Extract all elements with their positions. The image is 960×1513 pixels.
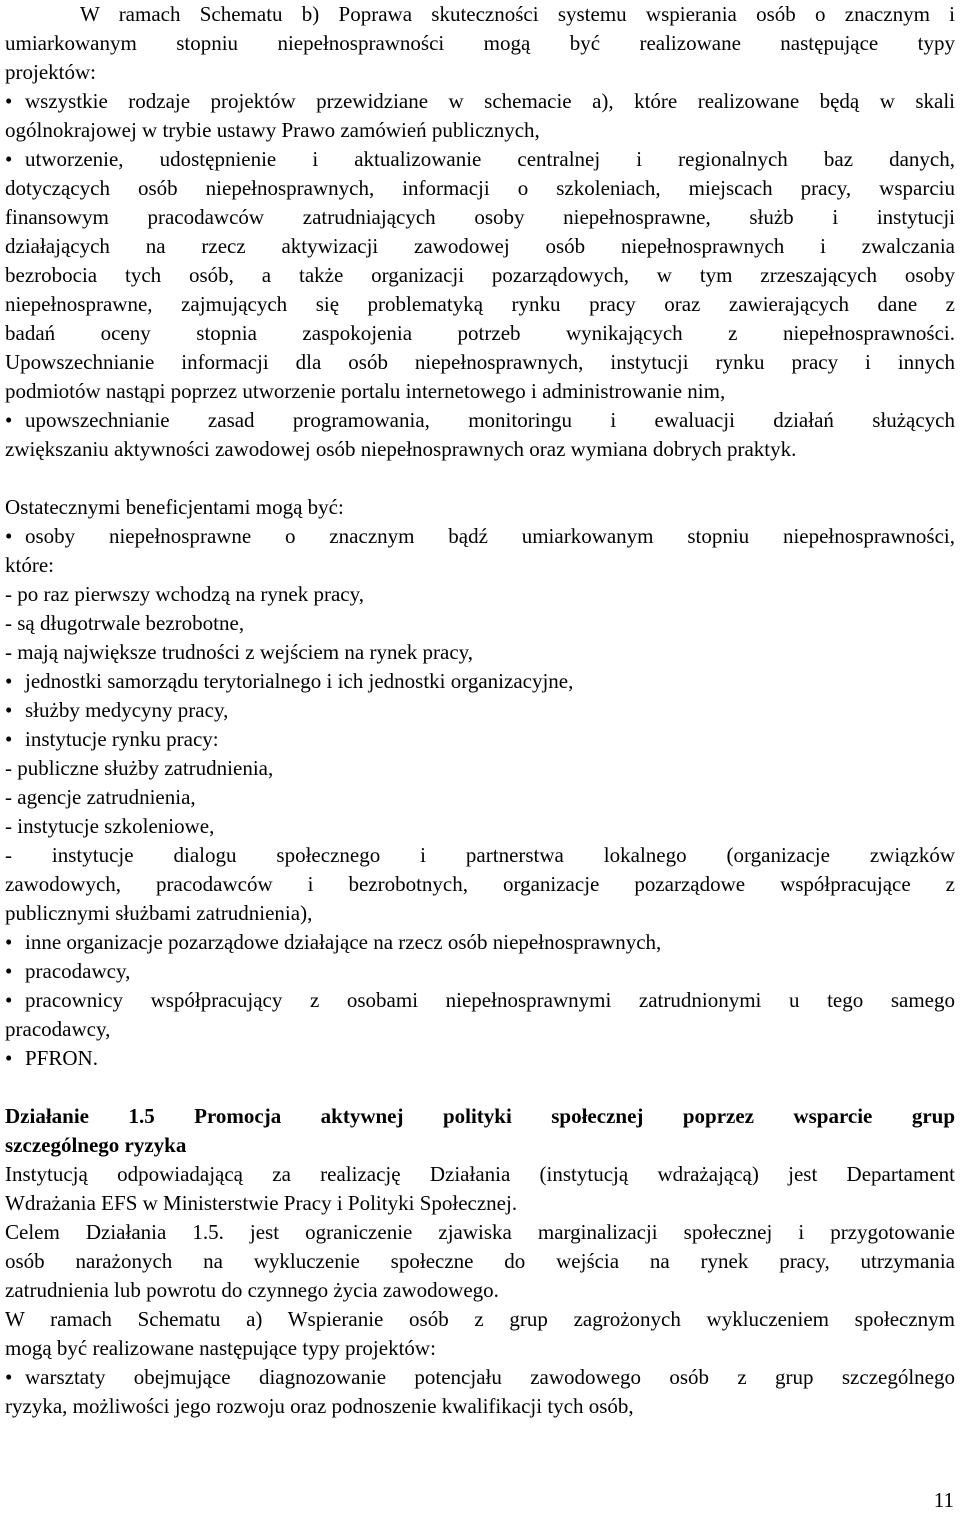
text-line — [5, 783, 955, 812]
line-text: jednostki samorządu terytorialnego i ich jednostki organizacyjne, — [25, 669, 574, 693]
text-line — [5, 58, 955, 87]
bullet-item-line — [5, 522, 955, 551]
text-line — [5, 174, 955, 203]
line-text: mogą być realizowane następujące typy projektów: — [5, 1336, 436, 1360]
text-line — [5, 1392, 955, 1421]
line-text: PFRON. — [25, 1046, 98, 1070]
text-line — [5, 551, 955, 580]
bullet-icon: • — [5, 959, 13, 983]
text-line — [5, 1160, 955, 1189]
text-line — [5, 580, 955, 609]
bullet-item-line — [5, 406, 955, 435]
text-line — [5, 812, 955, 841]
bullet-item-line — [5, 928, 955, 957]
line-text: finansowym pracodawców zatrudniających osoby niepełnosprawne, służb i instytucji — [5, 205, 955, 229]
bullet-item-line — [5, 1044, 955, 1073]
text-line — [5, 1305, 955, 1334]
bullet-icon: • — [5, 930, 13, 954]
line-text: dotyczących osób niepełnosprawnych, informacji o szkoleniach, miejscach pracy, wsparciu — [5, 176, 955, 200]
line-text: pracodawcy, — [5, 1017, 111, 1041]
bullet-icon: • — [5, 988, 13, 1012]
text-line — [5, 1247, 955, 1276]
line-text: zatrudnienia lub powrotu do czynnego życia zawodowego. — [5, 1278, 499, 1302]
bullet-item-line — [5, 725, 955, 754]
bullet-icon: • — [5, 408, 13, 432]
line-text: - instytucje dialogu społecznego i partnerstwa lokalnego (organizacje związków — [5, 843, 955, 867]
line-text: zawodowych, pracodawców i bezrobotnych, organizacje pozarządowe współpracujące z — [5, 872, 955, 896]
line-text: Celem Działania 1.5. jest ograniczenie zjawiska marginalizacji społecznej i przygotowanie — [5, 1220, 955, 1244]
line-text: służby medycyny pracy, — [25, 698, 229, 722]
text-line — [5, 29, 955, 58]
line-text: ogólnokrajowej w trybie ustawy Prawo zamówień publicznych, — [5, 118, 540, 142]
bullet-item-line — [5, 696, 955, 725]
line-text: badań oceny stopnia zaspokojenia potrzeb wynikających z niepełnosprawności. — [5, 321, 955, 345]
bullet-icon: • — [5, 727, 13, 751]
bullet-item-line — [5, 1363, 955, 1392]
text-line — [5, 261, 955, 290]
bullet-icon: • — [5, 89, 13, 113]
line-text: umiarkowanym stopniu niepełnosprawności mogą być realizowane następujące typy — [5, 31, 955, 55]
text-line — [5, 290, 955, 319]
line-text: osób narażonych na wykluczenie społeczne do wejścia na rynek pracy, utrzymania — [5, 1249, 955, 1273]
line-text: - po raz pierwszy wchodzą na rynek pracy, — [5, 582, 364, 606]
bullet-icon: • — [5, 698, 13, 722]
text-line — [5, 232, 955, 261]
text-line — [5, 899, 955, 928]
line-text: wszystkie rodzaje projektów przewidziane w schemacie a), które realizowane będą w skali — [25, 89, 955, 113]
text-line — [5, 870, 955, 899]
line-text: W ramach Schematu a) Wspieranie osób z grup zagrożonych wykluczeniem społecznym — [5, 1307, 955, 1331]
text-line — [5, 1189, 955, 1218]
text-line — [5, 116, 955, 145]
text-line — [5, 1102, 955, 1131]
line-text: - instytucje szkoleniowe, — [5, 814, 215, 838]
text-line — [5, 609, 955, 638]
bullet-icon: • — [5, 1046, 13, 1070]
line-text: publicznymi służbami zatrudnienia), — [5, 901, 313, 925]
bullet-item-line — [5, 667, 955, 696]
text-line — [5, 348, 955, 377]
line-text: warsztaty obejmujące diagnozowanie potencjału zawodowego osób z grup szczególnego — [25, 1365, 955, 1389]
line-text: Wdrażania EFS w Ministerstwie Pracy i Polityki Społecznej. — [5, 1191, 518, 1215]
line-text: podmiotów nastąpi poprzez utworzenie portalu internetowego i administrowanie nim, — [5, 379, 726, 403]
line-text: inne organizacje pozarządowe działające na rzecz osób niepełnosprawnych, — [25, 930, 662, 954]
bullet-icon: • — [5, 147, 13, 171]
text-line — [5, 377, 955, 406]
line-text: Upowszechnianie informacji dla osób niepełnosprawnych, instytucji rynku pracy i innych — [5, 350, 955, 374]
line-text: pracodawcy, — [25, 959, 131, 983]
text-line — [5, 493, 955, 522]
line-text: ryzyka, możliwości jego rozwoju oraz podnoszenie kwalifikacji tych osób, — [5, 1394, 634, 1418]
text-line — [80, 0, 955, 29]
text-line — [5, 754, 955, 783]
line-text: szczególnego ryzyka — [5, 1133, 187, 1157]
bullet-icon: • — [5, 1365, 13, 1389]
line-text: utworzenie, udostępnienie i aktualizowanie centralnej i regionalnych baz danych, — [25, 147, 955, 171]
line-text: - agencje zatrudnienia, — [5, 785, 196, 809]
bullet-icon: • — [5, 669, 13, 693]
line-text: bezrobocia tych osób, a także organizacji pozarządowych, w tym zrzeszających osoby — [5, 263, 955, 287]
text-line — [5, 319, 955, 348]
line-text: pracownicy współpracujący z osobami niepełnosprawnymi zatrudnionymi u tego samego — [25, 988, 955, 1012]
line-text: - są długotrwale bezrobotne, — [5, 611, 245, 635]
line-text: niepełnosprawne, zajmujących się problematyką rynku pracy oraz zawierających dane z — [5, 292, 955, 316]
text-line — [5, 638, 955, 667]
line-text: - mają największe trudności z wejściem na rynek pracy, — [5, 640, 474, 664]
bullet-item-line — [5, 986, 955, 1015]
text-line — [5, 1131, 955, 1160]
line-text: zwiększaniu aktywności zawodowej osób niepełnosprawnych oraz wymiana dobrych praktyk. — [5, 437, 797, 461]
text-line — [5, 841, 955, 870]
bullet-icon: • — [5, 524, 13, 548]
line-text: projektów: — [5, 60, 96, 84]
page-number: 11 — [933, 1488, 954, 1512]
text-line — [5, 435, 955, 464]
text-line — [5, 1276, 955, 1305]
bullet-item-line — [5, 957, 955, 986]
blank-line — [5, 464, 955, 493]
line-text: W ramach Schematu b) Poprawa skuteczności systemu wspierania osób o znacznym i — [80, 2, 955, 26]
line-text: upowszechnianie zasad programowania, monitoringu i ewaluacji działań służących — [25, 408, 955, 432]
line-text: działających na rzecz aktywizacji zawodowej osób niepełnosprawnych i zwalczania — [5, 234, 955, 258]
line-text: - publiczne służby zatrudnienia, — [5, 756, 274, 780]
bullet-item-line — [5, 145, 955, 174]
line-text: instytucje rynku pracy: — [25, 727, 219, 751]
line-text: które: — [5, 553, 54, 577]
line-text: Ostatecznymi beneficjentami mogą być: — [5, 495, 344, 519]
text-line — [5, 1015, 955, 1044]
blank-line — [5, 1073, 955, 1102]
text-line — [5, 203, 955, 232]
line-text: Instytucją odpowiadającą za realizację Działania (instytucją wdrażającą) jest Departament — [5, 1162, 955, 1186]
text-line — [5, 1218, 955, 1247]
line-text: osoby niepełnosprawne o znacznym bądź umiarkowanym stopniu niepełnosprawności, — [25, 524, 955, 548]
bullet-item-line — [5, 87, 955, 116]
text-line — [5, 1334, 955, 1363]
line-text: Działanie 1.5 Promocja aktywnej polityki społecznej poprzez wsparcie grup — [5, 1104, 955, 1128]
